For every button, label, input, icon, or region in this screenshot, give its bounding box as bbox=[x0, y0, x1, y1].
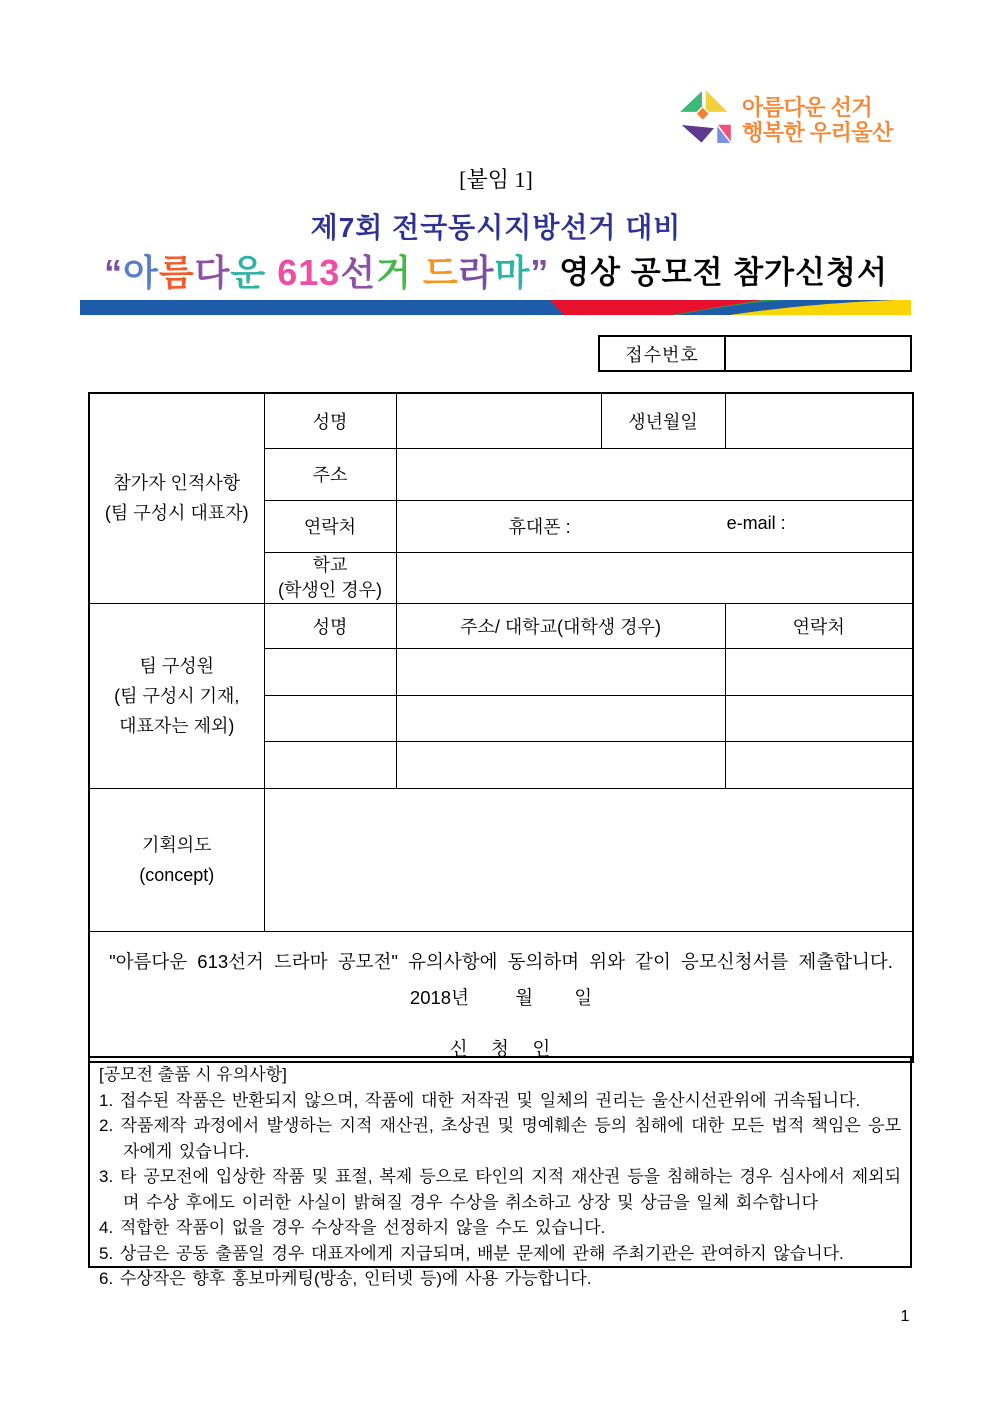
statement-applicant-line: 신 청 인 bbox=[449, 1037, 553, 1059]
statement-agreement-line: "아름다운 613선거 드라마 공모전" 유의사항에 동의하며 위와 같이 응모신청서를 제출합니다. bbox=[109, 950, 893, 972]
receipt-number-label: 접수번호 bbox=[600, 337, 726, 370]
team-header-name: 성명 bbox=[264, 603, 396, 648]
notice-item-1: 1. 접수된 작품은 반환되지 않으며, 작품에 대한 저작권 및 일체의 권리는 울산시선관위에 귀속됩니다. bbox=[99, 1090, 861, 1110]
school-label-line1: 학교 bbox=[312, 554, 348, 575]
subtitle-colored-part: “아름다운 613선거 드라마” bbox=[104, 252, 550, 293]
concept-input-cell bbox=[264, 788, 913, 931]
concept-label-line1: 기획의도 bbox=[141, 834, 212, 855]
logo-text bbox=[742, 95, 893, 145]
team-member2-contact-cell bbox=[725, 695, 913, 741]
address-label: 주소 bbox=[264, 448, 396, 500]
attachment-label: [붙임 1] bbox=[459, 167, 533, 192]
notice-item-4: 4. 적합한 작품이 없을 경우 수상작을 선정하지 않을 수도 있습니다. bbox=[99, 1218, 606, 1237]
applicant-name-row bbox=[89, 393, 913, 448]
concept-row bbox=[89, 788, 913, 931]
notice-item-3: 3. 타 공모전에 입상한 작품 및 표절, 복제 등으로 타인의 지적 재산권 등을 침해하는 경우 심사에서 제외되며 수상 후에도 이러한 사실이 밝혀질 경우 수상을 취소하고 상장 및 상금을 일체 회수합니다 bbox=[99, 1167, 901, 1212]
applicant-label-line1: 참가자 인적사항 bbox=[113, 473, 241, 494]
team-member3-address-cell bbox=[396, 741, 725, 788]
address-input-cell bbox=[396, 448, 913, 500]
page-number: 1 bbox=[900, 1308, 910, 1325]
statement-row bbox=[89, 931, 913, 1062]
team-member3-contact-cell bbox=[725, 741, 913, 788]
notice-item-2: 2. 작품제작 과정에서 발생하는 지적 재산권, 초상권 및 명예훼손 등의 침해에 대한 모든 법적 책임은 응모자에게 있습니다. bbox=[99, 1116, 901, 1161]
team-header-row bbox=[89, 603, 913, 648]
notice-title: [공모전 출품 시 유의사항] bbox=[99, 1065, 287, 1084]
color-bar-graphic bbox=[80, 300, 911, 315]
concept-label-line2: (concept) bbox=[139, 864, 215, 885]
name-input-cell bbox=[396, 393, 601, 448]
school-label bbox=[264, 552, 396, 603]
email-label: e-mail : bbox=[726, 513, 786, 533]
tangram-logo-icon bbox=[676, 86, 734, 146]
team-member3-name-cell bbox=[264, 741, 396, 788]
contact-input-cell bbox=[396, 500, 913, 552]
receipt-number-value-cell bbox=[726, 337, 910, 370]
team-member1-contact-cell bbox=[725, 648, 913, 695]
team-member1-name-cell bbox=[264, 648, 396, 695]
statement-date-line: 2018년 월 일 bbox=[409, 986, 593, 1008]
applicant-label-line2: (팀 구성시 대표자) bbox=[104, 503, 249, 524]
team-label-line3: 대표자는 제외) bbox=[119, 715, 235, 736]
notice-item-5: 5. 상금은 공동 출품일 경우 대표자에게 지급되며, 배분 문제에 관해 주최기관은 관여하지 않습니다. bbox=[99, 1243, 844, 1263]
decorative-color-bar bbox=[80, 300, 911, 315]
team-label-line2: (팀 구성시 기재, bbox=[114, 685, 240, 706]
application-form-table bbox=[88, 392, 914, 1063]
phone-label: 휴대폰 : bbox=[508, 517, 571, 537]
contest-title: 제7회 전국동시지방선거 대비 bbox=[310, 212, 682, 243]
birthdate-label: 생년월일 bbox=[601, 393, 725, 448]
school-input-cell bbox=[396, 552, 913, 603]
team-header-address: 주소/ 대학교(대학생 경우) bbox=[396, 603, 725, 648]
notice-item-6: 6. 수상작은 향후 홍보마케팅(방송, 인터넷 등)에 사용 가능합니다. bbox=[99, 1269, 592, 1288]
team-member2-address-cell bbox=[396, 695, 725, 741]
team-header-contact: 연락처 bbox=[725, 603, 913, 648]
statement-cell bbox=[89, 931, 913, 1062]
receipt-number-box bbox=[598, 335, 912, 372]
team-label-line1: 팀 구성원 bbox=[139, 655, 215, 676]
contact-label: 연락처 bbox=[264, 500, 396, 552]
notice-box bbox=[88, 1056, 912, 1288]
logo-purple-piece bbox=[680, 124, 716, 144]
team-member2-name-cell bbox=[264, 695, 396, 741]
school-label-line2: (학생인 경우) bbox=[278, 579, 382, 600]
team-section-label bbox=[89, 603, 264, 788]
subtitle-main-part: 영상 공모전 참가신청서 bbox=[559, 255, 888, 290]
applicant-section-label bbox=[89, 393, 264, 603]
team-member1-address-cell bbox=[396, 648, 725, 695]
election-commission-logo bbox=[676, 86, 893, 146]
birthdate-input-cell bbox=[725, 393, 913, 448]
logo-green-piece bbox=[678, 89, 702, 112]
concept-section-label bbox=[89, 788, 264, 931]
logo-yellow-piece bbox=[705, 88, 729, 112]
name-label: 성명 bbox=[264, 393, 396, 448]
logo-text-line2: 행복한 우리울산 bbox=[742, 120, 893, 145]
logo-text-line1: 아름다운 선거 bbox=[742, 95, 873, 120]
contest-subtitle bbox=[0, 245, 992, 296]
